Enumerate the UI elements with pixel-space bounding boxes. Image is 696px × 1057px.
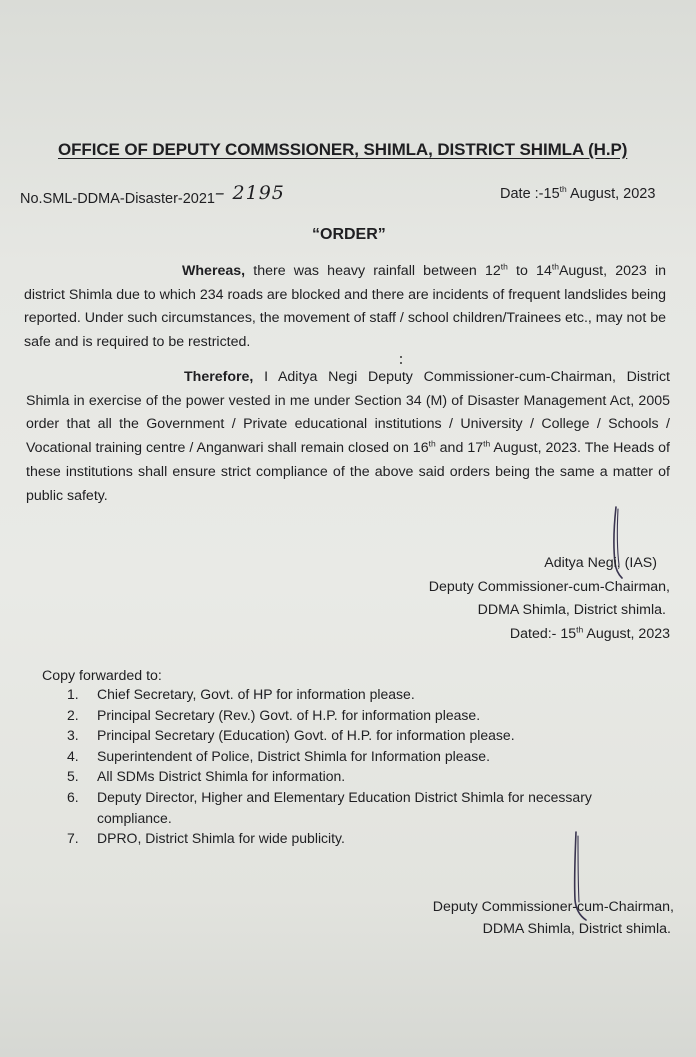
- list-item: [67, 705, 667, 726]
- signatory2-office: DDMA Shimla, District shimla.: [482, 921, 671, 937]
- list-item: [67, 684, 667, 705]
- whereas-lead: Whereas,: [182, 263, 246, 279]
- signature-block-deputy-commissioner: [433, 896, 674, 940]
- office-heading: OFFICE OF DEPUTY COMMSSIONER, SHIMLA, DISTRICT SHIMLA (H.P): [58, 140, 628, 159]
- list-item-text: Chief Secretary, Govt. of HP for information please.: [97, 686, 415, 702]
- reference-number: [20, 182, 285, 208]
- signatory-dated-prefix: Dated:- 15: [509, 625, 577, 642]
- para1-text3: August, 2023 in district Shimla due to which 234 roads are blocked and there are incidents of frequent landslides being reported. Under such circumstances, the movement of staff / school children/Trainees etc., may not be safe and is required to be restricted.: [24, 263, 666, 351]
- order-date-sup: th: [559, 184, 567, 195]
- para2-text3: August, 2023. The Heads of these institutions shall ensure strict compliance of the above said orders being the same a matter of public safety.: [26, 440, 670, 504]
- para1-sup2: th: [551, 261, 559, 272]
- signatory-dated-sup: th: [576, 623, 584, 634]
- para1-text1: there was heavy rainfall between 12: [245, 263, 501, 279]
- ink-dot: [400, 356, 402, 358]
- list-item-number: 7.: [67, 830, 79, 847]
- copy-forwarded-title: Copy forwarded to:: [42, 668, 162, 684]
- para2-sup1: th: [428, 438, 436, 449]
- order-title: “ORDER”: [312, 226, 386, 243]
- para2-text2: and 17: [435, 440, 484, 457]
- para1-text2: to 14: [507, 263, 552, 279]
- list-item: [67, 828, 667, 849]
- list-item-number: 1.: [67, 686, 79, 702]
- list-item-number: 5.: [67, 768, 79, 785]
- para2-text1: I Aditya Negi Deputy Commissioner-cum-Chairman, District Shimla in exercise of the power vested in me under Section 34 (M) of Disaster Management Act, 2005 order that all the Government / Private educational institutions / University / College / Schools / Vocational training centre / Anganwari shall remain closed on 16: [26, 369, 670, 457]
- list-item-text: Deputy Director, Higher and Elementary Education District Shimla for necessary compliance.: [97, 788, 592, 826]
- list-item-text: DPRO, District Shimla for wide publicity.: [97, 830, 345, 847]
- signatory-designation: Deputy Commissioner-cum-Chairman,: [428, 578, 670, 595]
- list-item-number: 6.: [67, 788, 79, 805]
- list-item: [67, 746, 667, 767]
- list-item-text: All SDMs District Shimla for information.: [97, 768, 346, 785]
- ink-dot: [400, 362, 402, 364]
- list-item-number: 4.: [67, 747, 79, 764]
- list-item: [67, 725, 667, 746]
- signature-block-aditya-negi: [429, 552, 670, 646]
- order-date-rest: August, 2023: [566, 186, 656, 202]
- para1-sup1: th: [500, 261, 508, 272]
- list-item-number: 3.: [67, 727, 79, 744]
- signatory-dated-rest: August, 2023: [583, 625, 670, 642]
- list-item-text: Principal Secretary (Education) Govt. of H.P. for information please.: [97, 727, 515, 744]
- order-date-prefix: Date :-15: [500, 186, 560, 202]
- signatory-dated: [429, 623, 670, 647]
- signatory-office: DDMA Shimla, District shimla.: [477, 602, 666, 618]
- handwritten-reference-suffix: – 2195: [215, 182, 285, 204]
- signatory-name: Aditya Negi, (IAS): [544, 555, 657, 571]
- list-item: [67, 787, 667, 828]
- reference-number-prefix: No.SML-DDMA-Disaster-2021: [20, 191, 215, 207]
- signatory2-designation: Deputy Commissioner-cum-Chairman,: [432, 899, 674, 915]
- list-item-number: 2.: [67, 706, 79, 723]
- list-item-text: Principal Secretary (Rev.) Govt. of H.P. for information please.: [97, 706, 481, 723]
- order-date: [500, 186, 655, 202]
- list-item-text: Superintendent of Police, District Shimla for Information please.: [97, 747, 490, 764]
- therefore-lead: Therefore,: [184, 369, 254, 385]
- para2-sup2: th: [483, 438, 491, 449]
- paragraph-therefore: [26, 366, 670, 508]
- paragraph-whereas: [24, 260, 666, 355]
- copy-forwarded-list: [67, 684, 667, 849]
- list-item: [67, 766, 667, 787]
